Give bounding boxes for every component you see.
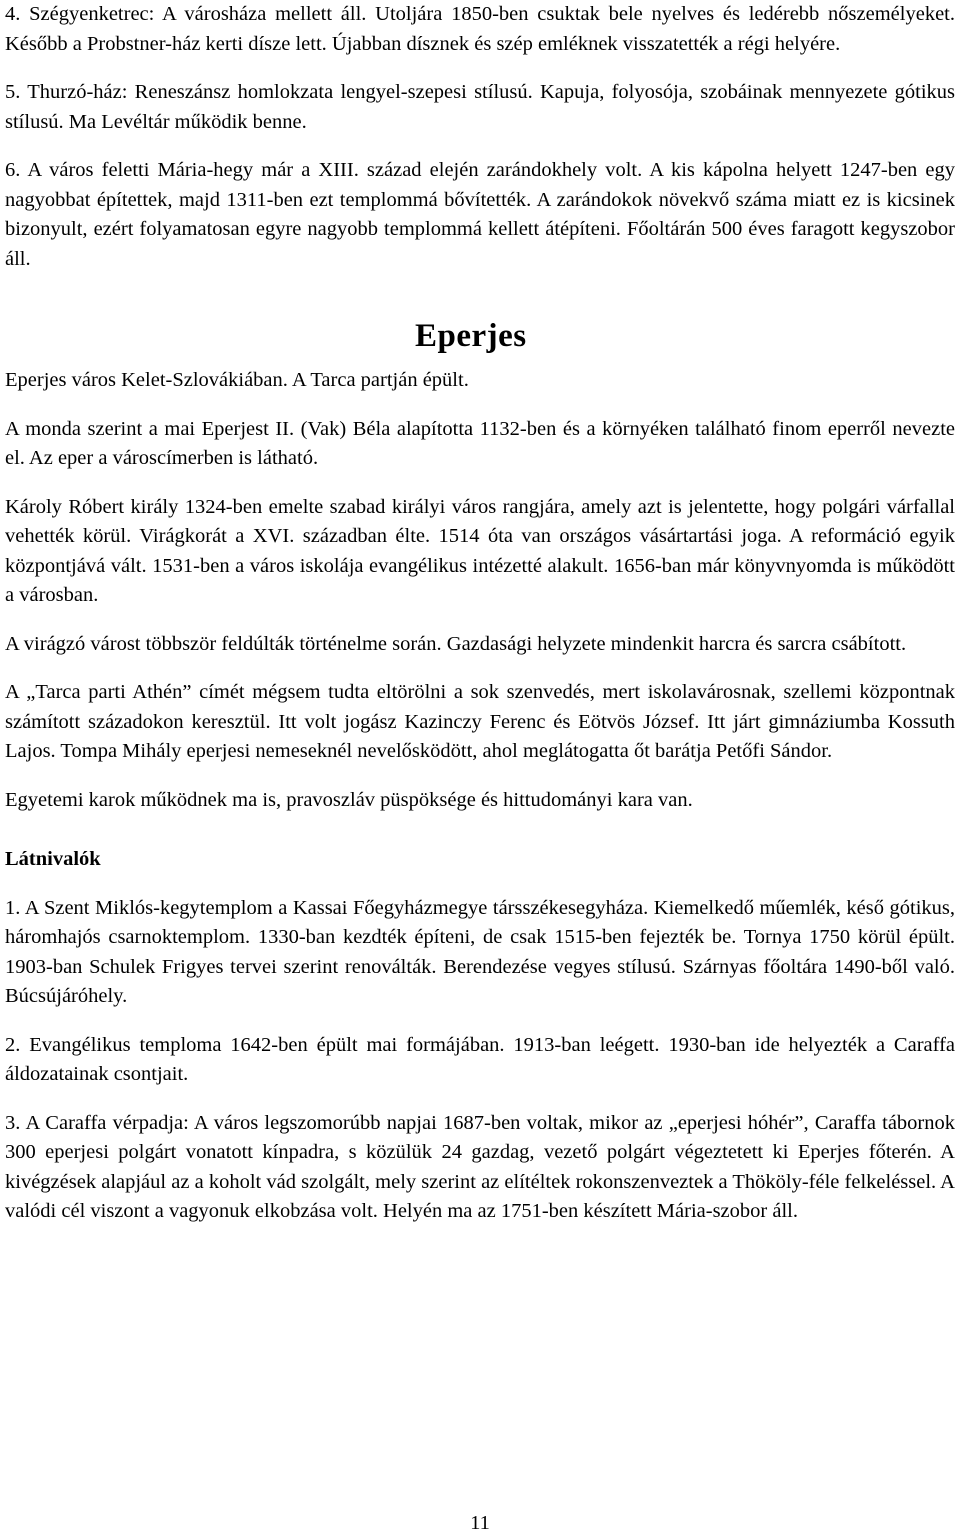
athens-paragraph: A „Tarca parti Athén” címét mégsem tudta eltörölni a sok szenvedés, mert iskolavárosnak, szellemi központnak számított századokon keresztül. Itt volt jogász Kazinczy Ferenc és Eötvös József. Itt járt gimnáziumba Kossuth Lajos. Tompa Mihály eperjesi nemeseknél nevelősködött, ahol meglátogatta őt barátja Petőfi Sándor. (5, 681, 955, 762)
sight-item-lutheran-church: 2. Evangélikus temploma 1642-ben épült mai formájában. 1913-ban leégett. 1930-ban ide helyezték a Caraffa áldozatainak csontjait. (5, 1033, 955, 1085)
page-content (5, 0, 955, 1227)
university-paragraph: Egyetemi karok működnek ma is, pravoszláv püspöksége és hittudományi kara van. (5, 788, 693, 811)
legend-paragraph: A monda szerint a mai Eperjest II. (Vak) Béla alapította 1132-ben és a környéken található finom eperről nevezte el. Az eper a városcímerben is látható. (5, 417, 955, 469)
ravaged-paragraph: A virágzó várost többször feldúlták történelme során. Gazdasági helyzete mindenkit harcra és sarcra csábított. (5, 632, 907, 655)
sights-heading: Látnivalók (5, 848, 101, 870)
sight-item-caraffa-scaffold: 3. A Caraffa vérpadja: A város legszomorúbb napjai 1687-ben voltak, mikor az „eperjesi hóhér”, Caraffa tábornok 300 eperjesi polgárt vonatott kínpadra, s közülük 24 gazdag, vezető polgárt végeztetett ki Eperjes főterén. A kivégzések alapjául az a koholt vád szolgált, mely szerint az elítéltek rokonszenveztek a Thököly-féle felkeléssel. A valódi cél viszont a vagyonuk elkobzása volt. Helyén ma az 1751-ben készített Mária-szobor áll. (5, 1111, 955, 1222)
sight-item-st-nicholas: 1. A Szent Miklós-kegytemplom a Kassai Főegyházmegye társszékesegyháza. Kiemelkedő műemlék, késő gótikus, háromhajós csarnoktemplom. 1330-ban kezdték építeni, de csak 1515-ben fejezték be. Tornya 1750 körül épült. 1903-ban Schulek Frigyes tervei szerint renoválták. Berendezése vegyes stílusú. Szárnyas főoltára 1490-ből való. Búcsújáróhely. (5, 896, 955, 1007)
list-item-thurzo-house: 5. Thurzó-ház: Reneszánsz homlokzata lengyel-szepesi stílusú. Kapuja, folyosója, szobáinak mennyezete gótikus stílusú. Ma Levéltár működik benne. (5, 81, 955, 133)
intro-paragraph: Eperjes város Kelet-Szlovákiában. A Tarca partján épült. (5, 369, 469, 391)
history-paragraph: Károly Róbert király 1324-ben emelte szabad királyi város rangjára, amely azt is jelentette, hogy polgári várfallal vehették körül. Virágkorát a XVI. században élte. 1514 óta van országos vásártartási joga. A reformáció egyik központjává vált. 1531-ben a város iskolája evangélikus intézetté alakult. 1656-ban már könyvnyomda is működött a városban. (5, 495, 955, 606)
list-item-pillory: 4. Szégyenketrec: A városháza mellett áll. Utoljára 1850-ben csuktak bele nyelves és ledérebb nőszemélyeket. Később a Probstner-ház kerti dísze lett. Újabban dísznek és szép emléknek visszatették a régi helyére. (5, 3, 955, 55)
section-title: Eperjes (415, 318, 527, 354)
list-item-maria-hill: 6. A város feletti Mária-hegy már a XIII. század elején zarándokhely volt. A kis kápolna helyett 1247-ben egy nagyobbat építettek, majd 1311-ben ezt templommá bővítették. A zarándokok növekvő száma miatt ez is kicsinek bizonyult, ezért folyamatosan egyre nagyobb templommá kellett átépíteni. Főoltárán 500 éves faragott kegyszobor áll. (5, 159, 955, 270)
page-number: 11 (470, 1512, 490, 1534)
